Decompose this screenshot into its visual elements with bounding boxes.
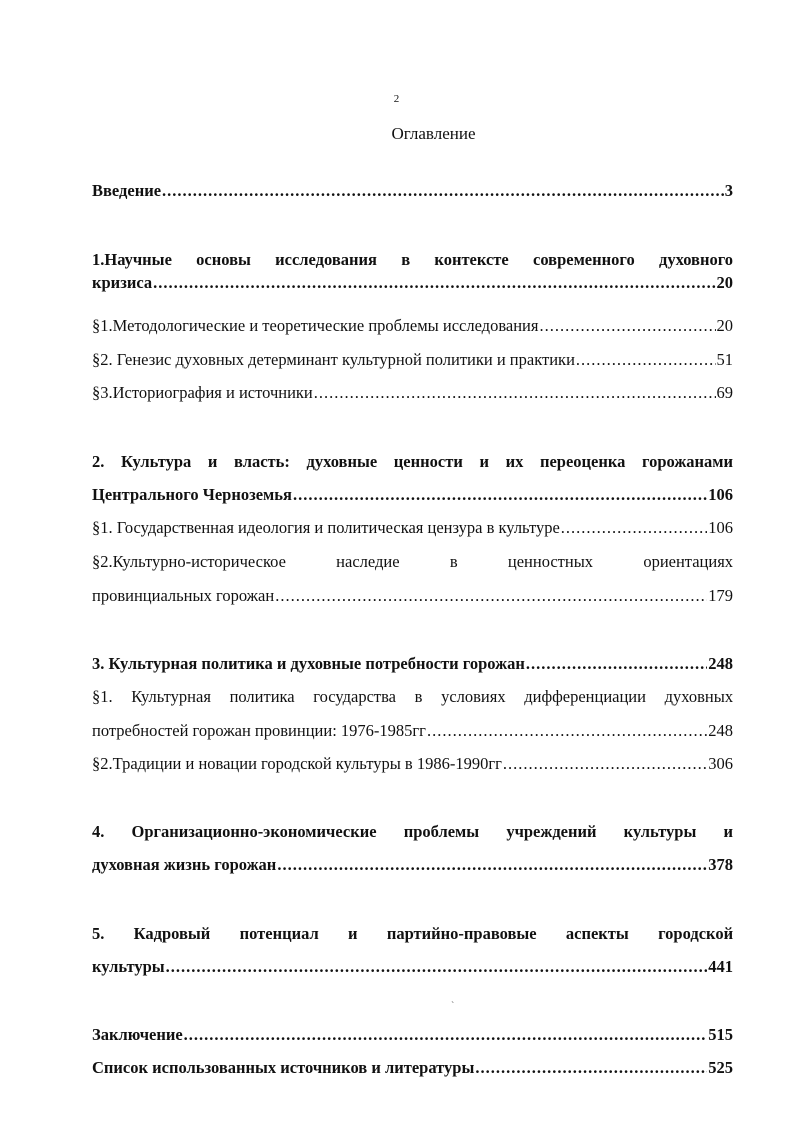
word: учреждений (506, 822, 597, 841)
toc-entry-page: 306 (708, 754, 733, 773)
toc-title: Оглавление (391, 124, 476, 143)
justified-row (92, 249, 733, 271)
word: городской (658, 924, 733, 943)
word: Культурная (131, 687, 211, 706)
toc-leader-dots (539, 315, 715, 337)
word: §2.Культурно-историческое (92, 552, 286, 571)
justified-row (92, 923, 733, 945)
toc-entry-page: 20 (716, 273, 733, 292)
toc-entry-label: Список использованных источников и литературы (92, 1058, 475, 1077)
toc-entry-page: 525 (708, 1058, 733, 1077)
toc-entry-page: 378 (708, 855, 733, 874)
word: горожанами (641, 452, 733, 471)
toc-leader-dots (162, 180, 724, 202)
toc-chapter5-title-line2[interactable] (92, 956, 733, 978)
page-number: 2 (393, 93, 400, 105)
word: в (401, 250, 411, 269)
toc-entry-page: 3 (724, 181, 733, 200)
toc-entry-conclusion[interactable] (92, 1024, 733, 1046)
toc-entry-page: 515 (708, 1025, 733, 1044)
justified-row (92, 821, 733, 843)
justified-row (92, 686, 733, 708)
toc-entry-introduction[interactable] (92, 180, 733, 202)
toc-entry-label: 3. Культурная политика и духовные потребности горожан (92, 654, 525, 673)
word: ценности (393, 452, 463, 471)
toc-chapter2-title-line2[interactable] (92, 484, 733, 506)
word: политика (229, 687, 295, 706)
word: контексте (434, 250, 509, 269)
word: духовные (306, 452, 378, 471)
word: и (207, 452, 218, 471)
toc-chapter1-section2[interactable] (92, 349, 733, 371)
word: условиях (441, 687, 506, 706)
word: 4. (92, 822, 105, 841)
toc-leader-dots (526, 653, 707, 675)
word: §1. (92, 687, 113, 706)
word: и (479, 452, 489, 471)
word: государства (313, 687, 396, 706)
toc-entry-label: провинциальных горожан (92, 586, 275, 605)
word: современного (533, 250, 635, 269)
toc-entry-page: 106 (708, 518, 733, 537)
toc-leader-dots (166, 956, 708, 978)
toc-chapter1-section3[interactable] (92, 382, 733, 404)
toc-leader-dots (277, 854, 707, 876)
word: Кадровый (133, 924, 211, 943)
toc-entry-label: §2. Генезис духовных детерминант культурной политики и практики (92, 350, 575, 369)
toc-entry-label: Заключение (92, 1025, 183, 1044)
toc-entry-bibliography[interactable] (92, 1057, 733, 1079)
toc-entry-label: Центрального Черноземья (92, 485, 292, 504)
word: 2. (92, 452, 105, 471)
toc-leader-dots (275, 585, 707, 607)
word: потенциал (239, 924, 319, 943)
toc-leader-dots (503, 753, 707, 775)
word: наследие (336, 552, 400, 571)
toc-entry-label: Введение (92, 181, 162, 200)
word: Культура (120, 452, 192, 471)
toc-chapter3-section1-line1[interactable] (92, 686, 733, 708)
word: 5. (92, 924, 105, 943)
word: культуры (623, 822, 697, 841)
word: основы (196, 250, 251, 269)
toc-entry-label: духовная жизнь горожан (92, 855, 277, 874)
word: в (414, 687, 423, 706)
toc-chapter4-title-line1[interactable] (92, 821, 733, 843)
toc-chapter3-section1-line2[interactable] (92, 720, 733, 742)
toc-chapter1-title-line1[interactable] (92, 249, 733, 271)
toc-chapter4-title-line2[interactable] (92, 854, 733, 876)
toc-entry-page: 179 (708, 586, 733, 605)
toc-chapter3-title[interactable] (92, 653, 733, 675)
toc-entry-label: потребностей горожан провинции: 1976-1985гг (92, 721, 426, 740)
toc-leader-dots (576, 349, 716, 371)
justified-row (92, 551, 733, 573)
justified-row (92, 451, 733, 473)
word: 1.Научные (92, 250, 172, 269)
toc-leader-dots (153, 272, 715, 294)
word: аспекты (565, 924, 629, 943)
toc-chapter1-title-line2[interactable] (92, 272, 733, 294)
toc-entry-label: культуры (92, 957, 165, 976)
toc-entry-label: §2.Традиции и новации городской культуры в 1986-1990гг (92, 754, 502, 773)
word: и (723, 822, 733, 841)
toc-leader-dots (475, 1057, 707, 1079)
toc-leader-dots (184, 1024, 708, 1046)
word: власть: (234, 452, 290, 471)
word: в (449, 552, 458, 571)
word: их (505, 452, 524, 471)
toc-chapter2-section1[interactable] (92, 517, 733, 539)
toc-entry-page: 248 (708, 721, 733, 740)
scan-speck: ` (451, 1001, 455, 1012)
toc-entry-page: 51 (716, 350, 733, 369)
toc-entry-label: §1. Государственная идеология и политическая цензура в культуре (92, 518, 560, 537)
toc-entry-page: 69 (716, 383, 733, 402)
toc-leader-dots (561, 517, 707, 539)
toc-chapter2-section2-line1[interactable] (92, 551, 733, 573)
word: исследования (275, 250, 377, 269)
toc-leader-dots (427, 720, 707, 742)
toc-entry-label: кризиса (92, 273, 153, 292)
toc-chapter5-title-line1[interactable] (92, 923, 733, 945)
word: переоценка (539, 452, 626, 471)
word: духовных (664, 687, 733, 706)
word: духовного (659, 250, 733, 269)
word: ориентациях (643, 552, 733, 571)
toc-entry-label: §1.Методологические и теоретические проблемы исследования (92, 316, 539, 335)
word: и (348, 924, 358, 943)
word: партийно-правовые (386, 924, 537, 943)
word: дифференциации (524, 687, 646, 706)
toc-entry-label: §3.Историография и источники (92, 383, 313, 402)
toc-entry-page: 248 (708, 654, 733, 673)
toc-entry-page: 106 (708, 485, 733, 504)
toc-chapter3-section2[interactable] (92, 753, 733, 775)
toc-entry-page: 20 (716, 316, 733, 335)
toc-entry-page: 441 (708, 957, 733, 976)
toc-leader-dots (314, 382, 716, 404)
toc-chapter2-title-line1[interactable] (92, 451, 733, 473)
word: ценностных (507, 552, 594, 571)
toc-chapter2-section2-line2[interactable] (92, 585, 733, 607)
toc-leader-dots (293, 484, 707, 506)
toc-chapter1-section1[interactable] (92, 315, 733, 337)
word: Организационно-экономические (131, 822, 377, 841)
word: проблемы (403, 822, 480, 841)
